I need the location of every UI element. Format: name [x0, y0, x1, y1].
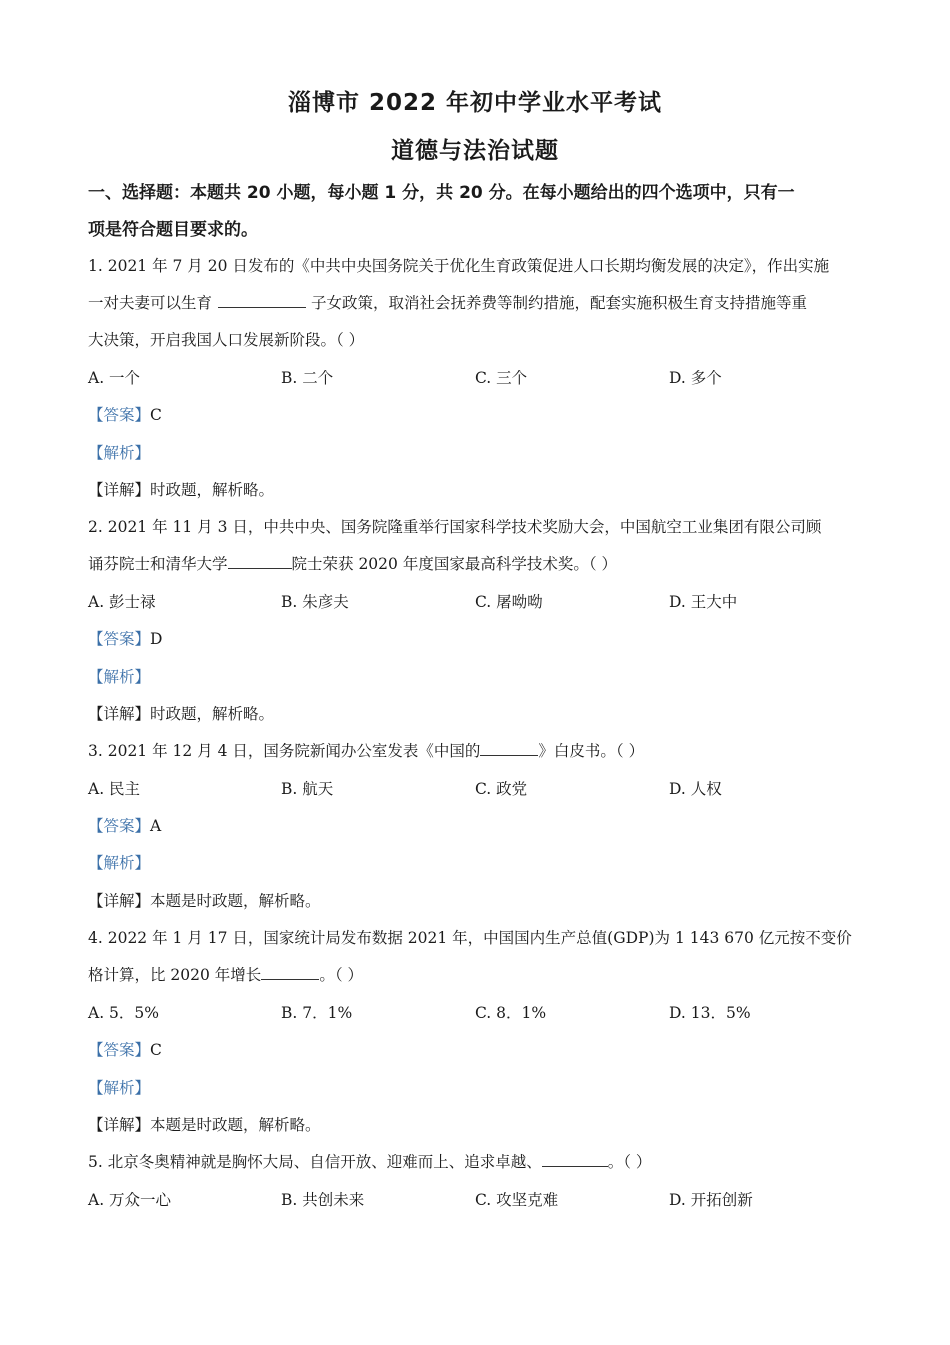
- answer-label: 【答案】: [88, 817, 151, 835]
- answer-value: C: [150, 406, 162, 424]
- detail-label: 【详解】: [88, 481, 151, 499]
- question-2-line1: 2. 2021 年 11 月 3 日，中共中央、国务院隆重举行国家科学技术奖励大会，中国航空工业集团有限公司顾: [88, 518, 822, 536]
- detail-label: 【详解】: [88, 1116, 151, 1134]
- question-4-option-d: D. 13．5%: [669, 1004, 751, 1022]
- question-2-option-b: B. 朱彦夫: [281, 593, 349, 611]
- question-1-line1: 1. 2021 年 7 月 20 日发布的《中共中央国务院关于优化生育政策促进人口长期均衡发展的决定》，作出实施: [88, 257, 830, 275]
- question-4-line1: 4. 2022 年 1 月 17 日，国家统计局发布数据 2021 年，中国国内生产总值(GDP)为 1 143 670 亿元按不变价: [88, 929, 852, 947]
- answer-label: 【答案】: [88, 406, 151, 424]
- answer-value: D: [150, 630, 163, 648]
- section-heading: [88, 175, 868, 249]
- answer-label: 【答案】: [88, 630, 151, 648]
- question-5-line1: 5. 北京冬奥精神就是胸怀大局、自信开放、迎难而上、追求卓越、 。（ ）: [88, 1153, 652, 1171]
- answer-blank: [218, 293, 306, 308]
- question-3-detail: 【详解】本题是时政题，解析略。: [88, 892, 321, 910]
- question-3-answer: [88, 815, 161, 837]
- question-2-option-a: A. 彭士禄: [88, 593, 156, 611]
- question-1-detail: 【详解】时政题，解析略。: [88, 481, 275, 499]
- question-1-option-b: B. 二个: [281, 369, 334, 387]
- question-3-option-a: A. 民主: [88, 780, 141, 798]
- question-2-analysis-label: 【解析】: [88, 668, 151, 686]
- exam-subtitle: 道德与法治试题: [391, 138, 559, 164]
- question-2-detail: 【详解】时政题，解析略。: [88, 705, 275, 723]
- question-1-line3: 大决策，开启我国人口发展新阶段。（ ）: [88, 331, 365, 349]
- question-2-option-d: D. 王大中: [669, 593, 738, 611]
- answer-blank: [542, 1152, 608, 1167]
- question-5-option-b: B. 共创未来: [281, 1191, 365, 1209]
- question-5-option-a: A. 万众一心: [88, 1191, 172, 1209]
- answer-blank: [480, 741, 538, 756]
- question-4-analysis-label: 【解析】: [88, 1079, 151, 1097]
- question-3-option-b: B. 航天: [281, 780, 334, 798]
- question-1-option-c: C. 三个: [475, 369, 528, 387]
- answer-label: 【答案】: [88, 1041, 151, 1059]
- section-heading-line1: 一、选择题：本题共 20 小题，每小题 1 分，共 20 分。在每小题给出的四个选项中，只有一: [88, 183, 795, 203]
- detail-label: 【详解】: [88, 892, 151, 910]
- question-3-line1: 3. 2021 年 12 月 4 日，国务院新闻办公室发表《中国的 》白皮书。（ ）: [88, 742, 645, 760]
- question-1-analysis-label: 【解析】: [88, 444, 151, 462]
- question-4-option-a: A. 5．5%: [88, 1004, 159, 1022]
- question-4-detail: 【详解】本题是时政题，解析略。: [88, 1116, 321, 1134]
- question-1-option-a: A. 一个: [88, 369, 141, 387]
- question-4-option-c: C. 8．1%: [475, 1004, 547, 1022]
- answer-value: C: [150, 1041, 162, 1059]
- question-5-option-d: D. 开拓创新: [669, 1191, 753, 1209]
- question-4-option-b: B. 7．1%: [281, 1004, 353, 1022]
- exam-title: 淄博市 2022 年初中学业水平考试: [287, 90, 663, 116]
- question-3-analysis-label: 【解析】: [88, 854, 151, 872]
- detail-label: 【详解】: [88, 705, 151, 723]
- question-3-option-c: C. 政党: [475, 780, 528, 798]
- question-2-option-c: C. 屠呦呦: [475, 593, 543, 611]
- answer-value: A: [150, 817, 162, 835]
- question-4-line2: 格计算，比 2020 年增长 。（ ）: [88, 966, 363, 984]
- question-1-answer: [88, 404, 162, 426]
- answer-blank: [228, 554, 292, 569]
- question-2-answer: [88, 628, 162, 650]
- question-1-option-d: D. 多个: [669, 369, 722, 387]
- section-heading-line2: 项是符合题目要求的。: [88, 220, 258, 240]
- question-3-option-d: D. 人权: [669, 780, 722, 798]
- answer-blank: [261, 965, 319, 980]
- question-1-line2: 一对夫妻可以生育 子女政策，取消社会抚养费等制约措施，配套实施积极生育支持措施等重: [88, 294, 807, 312]
- question-4-answer: [88, 1039, 162, 1061]
- question-5-option-c: C. 攻坚克难: [475, 1191, 559, 1209]
- question-2-line2: 诵芬院士和清华大学 院士荣获 2020 年度国家最高科学技术奖。（ ）: [88, 555, 617, 573]
